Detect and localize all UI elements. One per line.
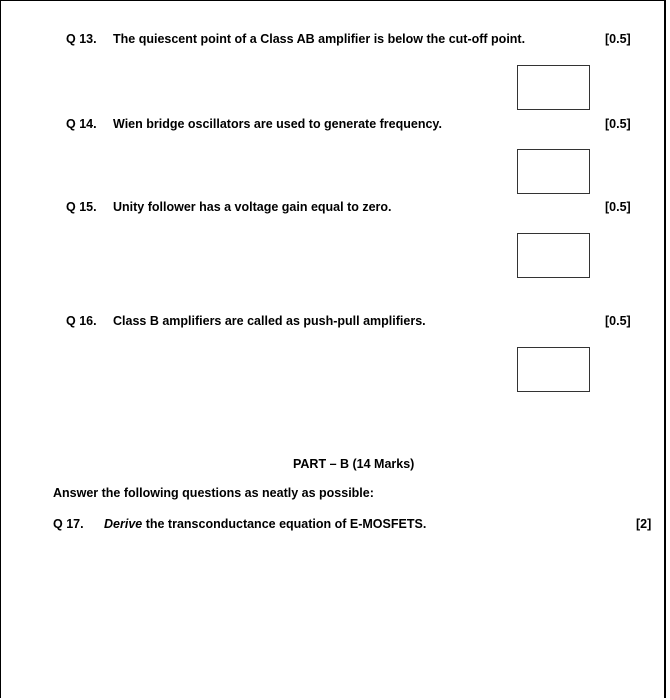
question-text: Class B amplifiers are called as push-pull amplifiers. bbox=[113, 314, 426, 328]
question-14-answer-box[interactable] bbox=[517, 149, 590, 194]
question-17 bbox=[104, 517, 426, 531]
question-number: Q 15. bbox=[66, 200, 97, 214]
question-text: Wien bridge oscillators are used to generate frequency. bbox=[113, 117, 442, 131]
question-16-answer-box[interactable] bbox=[517, 347, 590, 392]
question-15-marks: [0.5] bbox=[605, 200, 631, 214]
question-13-marks: [0.5] bbox=[605, 32, 631, 46]
part-b-heading: PART – B (14 Marks) bbox=[293, 457, 415, 471]
question-17-emphasis: Derive bbox=[104, 517, 143, 531]
question-text: The quiescent point of a Class AB amplifier is below the cut-off point. bbox=[113, 32, 526, 46]
question-17-text: the transconductance equation of E-MOSFETS. bbox=[142, 517, 427, 531]
question-13-answer-box[interactable] bbox=[517, 65, 590, 110]
question-16-marks: [0.5] bbox=[605, 314, 631, 328]
question-17-number: Q 17. bbox=[53, 517, 84, 531]
part-b-instructions: Answer the following questions as neatly as possible: bbox=[53, 486, 374, 500]
question-number: Q 14. bbox=[66, 117, 97, 131]
question-number: Q 16. bbox=[66, 314, 97, 328]
question-15-answer-box[interactable] bbox=[517, 233, 590, 278]
question-14-marks: [0.5] bbox=[605, 117, 631, 131]
question-number: Q 13. bbox=[66, 32, 97, 46]
question-17-marks: [2] bbox=[636, 517, 652, 531]
question-text: Unity follower has a voltage gain equal to zero. bbox=[113, 200, 392, 214]
